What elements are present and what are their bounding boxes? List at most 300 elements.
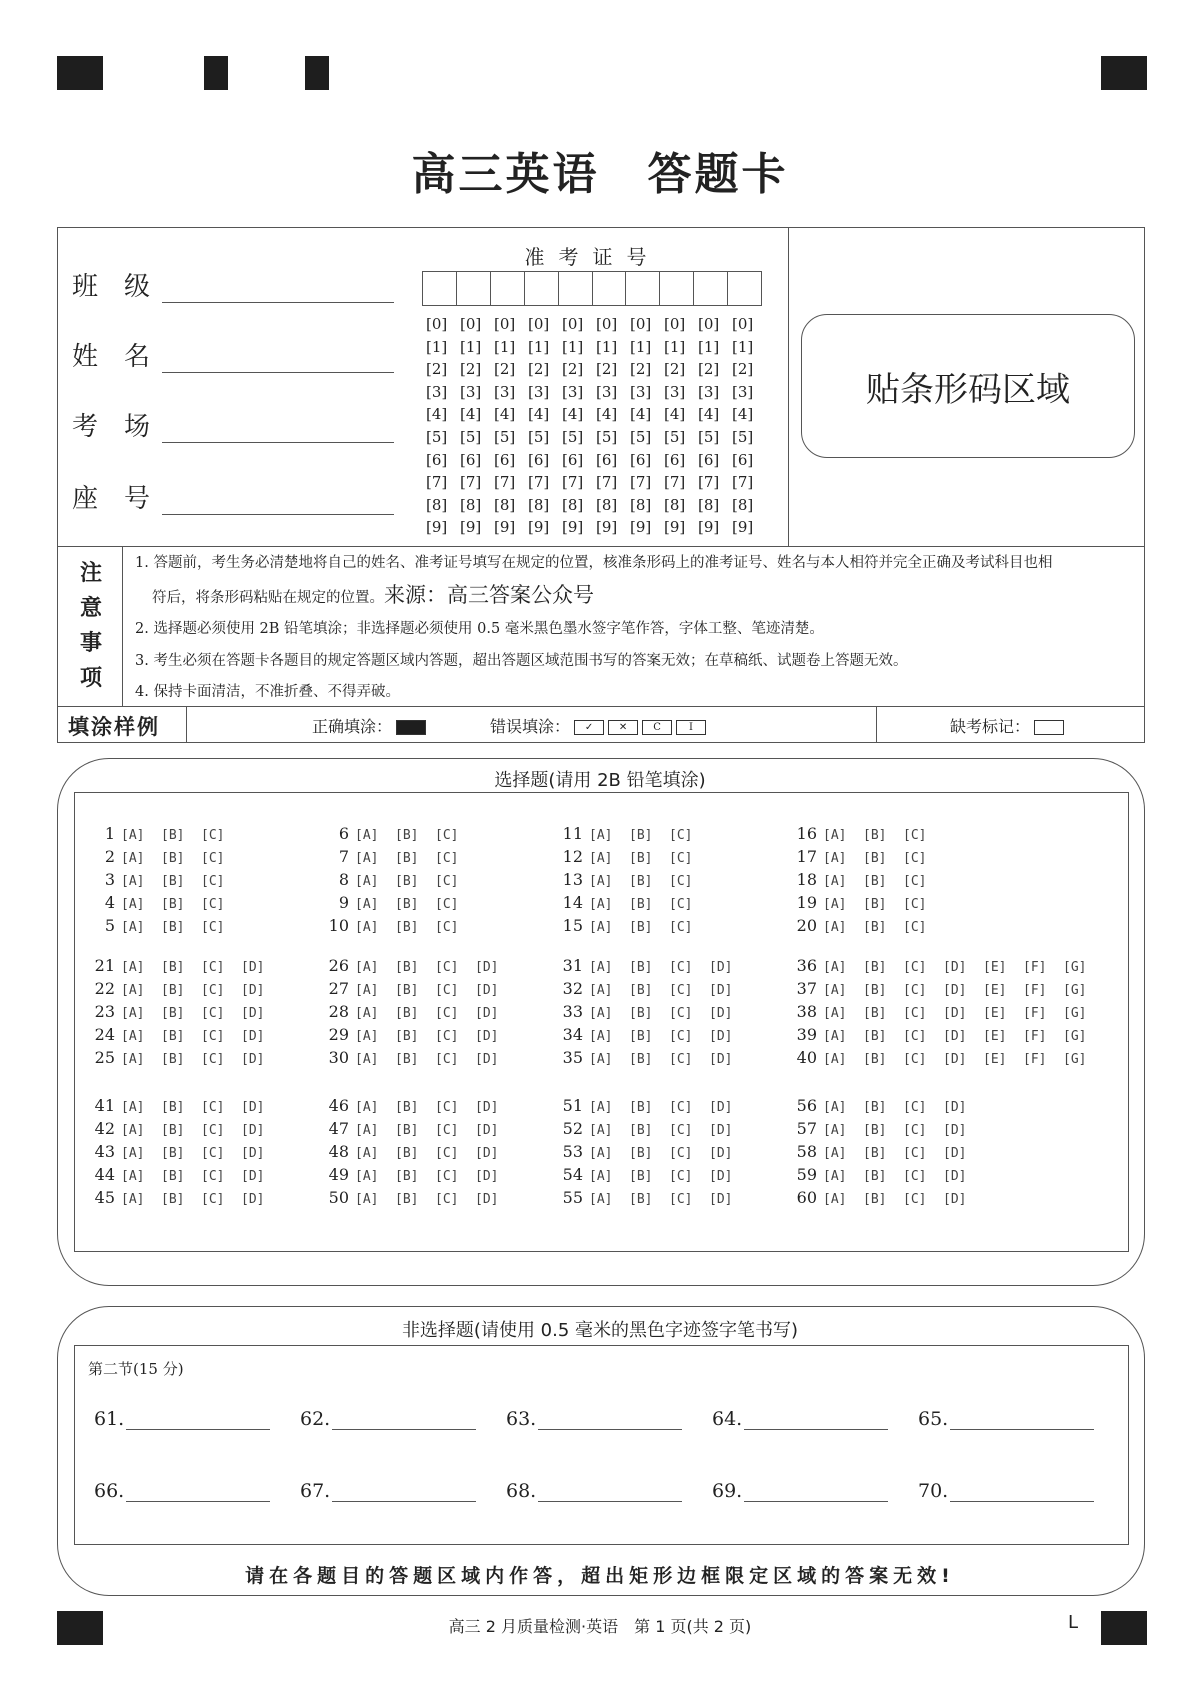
answer-bubble[interactable]: [B] xyxy=(863,1146,887,1161)
answer-bubble[interactable]: [C] xyxy=(903,1123,927,1138)
answer-bubble[interactable]: [D] xyxy=(241,960,265,975)
id-digit-bubble[interactable]: [0] xyxy=(732,315,754,333)
id-digit-bubble[interactable]: [0] xyxy=(630,315,652,333)
answer-bubble[interactable]: [C] xyxy=(201,920,225,935)
answer-bubble[interactable]: [D] xyxy=(943,1146,967,1161)
id-digit-bubble[interactable]: [2] xyxy=(426,360,448,379)
answer-bubble[interactable]: [A] xyxy=(589,828,613,843)
answer-bubble[interactable]: [A] xyxy=(589,1052,613,1067)
answer-bubble[interactable]: [D] xyxy=(709,1100,733,1115)
answer-bubble[interactable]: [D] xyxy=(943,1123,967,1138)
answer-bubble[interactable]: [F] xyxy=(1023,1006,1047,1021)
id-digit-bubble[interactable]: [0] xyxy=(698,315,720,333)
answer-bubble[interactable]: [D] xyxy=(709,960,733,975)
answer-bubble[interactable]: [B] xyxy=(863,851,887,866)
answer-bubble[interactable]: [A] xyxy=(823,983,847,998)
answer-bubble[interactable]: [C] xyxy=(669,874,693,889)
answer-bubble[interactable]: [D] xyxy=(709,1146,733,1161)
id-digit-bubble[interactable]: [5] xyxy=(562,427,584,446)
answer-bubble[interactable]: [D] xyxy=(709,1169,733,1184)
answer-bubble[interactable]: [C] xyxy=(903,828,927,843)
answer-bubble[interactable]: [C] xyxy=(903,1029,927,1044)
answer-bubble[interactable]: [B] xyxy=(161,1146,185,1161)
answer-bubble[interactable]: [A] xyxy=(355,874,379,889)
id-digit-bubble[interactable]: [1] xyxy=(596,337,618,356)
answer-bubble[interactable]: [D] xyxy=(943,960,967,975)
answer-bubble[interactable]: [A] xyxy=(589,983,613,998)
blank-line[interactable] xyxy=(126,1409,270,1430)
id-digit-bubble[interactable]: [4] xyxy=(732,405,754,424)
answer-bubble[interactable]: [B] xyxy=(395,851,419,866)
blank-line[interactable] xyxy=(950,1409,1094,1430)
answer-bubble[interactable]: [G] xyxy=(1063,960,1087,975)
answer-bubble[interactable]: [D] xyxy=(241,1169,265,1184)
answer-bubble[interactable]: [A] xyxy=(121,1006,145,1021)
answer-bubble[interactable]: [C] xyxy=(669,1123,693,1138)
answer-bubble[interactable]: [C] xyxy=(201,983,225,998)
answer-bubble[interactable]: [D] xyxy=(943,983,967,998)
id-digit-bubble[interactable]: [0] xyxy=(426,315,448,333)
id-digit-bubble[interactable]: [9] xyxy=(562,518,584,537)
absent-bubble[interactable] xyxy=(1034,720,1064,735)
answer-bubble[interactable]: [C] xyxy=(669,1100,693,1115)
answer-bubble[interactable]: [B] xyxy=(863,983,887,998)
answer-bubble[interactable]: [B] xyxy=(863,1100,887,1115)
seat-input-line[interactable] xyxy=(162,488,394,515)
answer-bubble[interactable]: [A] xyxy=(823,1006,847,1021)
answer-bubble[interactable]: [B] xyxy=(395,960,419,975)
answer-bubble[interactable]: [A] xyxy=(823,1192,847,1207)
answer-bubble[interactable]: [A] xyxy=(121,983,145,998)
answer-bubble[interactable]: [A] xyxy=(355,897,379,912)
answer-bubble[interactable]: [A] xyxy=(589,960,613,975)
id-digit-bubble[interactable]: [3] xyxy=(460,382,482,401)
answer-bubble[interactable]: [D] xyxy=(943,1192,967,1207)
answer-bubble[interactable]: [A] xyxy=(121,1169,145,1184)
answer-bubble[interactable]: [A] xyxy=(823,960,847,975)
answer-bubble[interactable]: [B] xyxy=(395,828,419,843)
class-input-line[interactable] xyxy=(162,276,394,303)
answer-bubble[interactable]: [C] xyxy=(903,1100,927,1115)
id-digit-bubble[interactable]: [2] xyxy=(562,360,584,379)
answer-bubble[interactable]: [C] xyxy=(669,920,693,935)
answer-bubble[interactable]: [D] xyxy=(241,1029,265,1044)
id-digit-bubble[interactable]: [1] xyxy=(664,337,686,356)
answer-bubble[interactable]: [B] xyxy=(395,1123,419,1138)
id-digit-bubble[interactable]: [4] xyxy=(630,405,652,424)
answer-bubble[interactable]: [C] xyxy=(201,1100,225,1115)
id-digit-bubble[interactable]: [0] xyxy=(562,315,584,333)
seat-field[interactable] xyxy=(72,478,394,515)
answer-bubble[interactable]: [B] xyxy=(629,874,653,889)
answer-bubble[interactable]: [D] xyxy=(241,1146,265,1161)
answer-bubble[interactable]: [A] xyxy=(823,1029,847,1044)
id-digit-bubble[interactable]: [7] xyxy=(596,473,618,492)
answer-bubble[interactable]: [B] xyxy=(629,1100,653,1115)
id-digit-bubble[interactable]: [0] xyxy=(460,315,482,333)
answer-bubble[interactable]: [C] xyxy=(669,1169,693,1184)
answer-bubble[interactable]: [E] xyxy=(983,1006,1007,1021)
id-digit-bubble[interactable]: [7] xyxy=(732,473,754,492)
id-digit-bubble[interactable]: [6] xyxy=(732,450,754,469)
answer-bubble[interactable]: [D] xyxy=(475,1052,499,1067)
id-digit-bubble[interactable]: [2] xyxy=(630,360,652,379)
id-digit-bubble[interactable]: [1] xyxy=(528,337,550,356)
answer-bubble[interactable]: [D] xyxy=(241,1100,265,1115)
answer-bubble[interactable]: [A] xyxy=(823,874,847,889)
written-answer-blank[interactable] xyxy=(506,1408,682,1430)
written-answer-blank[interactable] xyxy=(94,1408,270,1430)
id-digit-bubble[interactable]: [2] xyxy=(698,360,720,379)
answer-bubble[interactable]: [D] xyxy=(241,1006,265,1021)
name-input-line[interactable] xyxy=(162,346,394,373)
answer-bubble[interactable]: [A] xyxy=(589,1006,613,1021)
answer-bubble[interactable]: [E] xyxy=(983,1029,1007,1044)
answer-bubble[interactable]: [D] xyxy=(709,1192,733,1207)
answer-bubble[interactable]: [C] xyxy=(435,1123,459,1138)
answer-bubble[interactable]: [E] xyxy=(983,983,1007,998)
answer-bubble[interactable]: [A] xyxy=(355,851,379,866)
written-answer-blank[interactable] xyxy=(918,1408,1094,1430)
answer-bubble[interactable]: [B] xyxy=(629,983,653,998)
answer-bubble[interactable]: [C] xyxy=(669,828,693,843)
answer-bubble[interactable]: [B] xyxy=(161,1169,185,1184)
id-digit-bubble[interactable]: [2] xyxy=(664,360,686,379)
id-digit-bubble[interactable]: [6] xyxy=(494,450,516,469)
answer-bubble[interactable]: [B] xyxy=(161,1052,185,1067)
id-digit-bubble[interactable]: [1] xyxy=(426,337,448,356)
answer-bubble[interactable]: [D] xyxy=(475,1123,499,1138)
answer-bubble[interactable]: [C] xyxy=(201,1146,225,1161)
blank-line[interactable] xyxy=(744,1409,888,1430)
answer-bubble[interactable]: [C] xyxy=(435,828,459,843)
id-digit-bubble[interactable]: [5] xyxy=(596,427,618,446)
answer-bubble[interactable]: [F] xyxy=(1023,960,1047,975)
id-digit-bubble[interactable]: [8] xyxy=(494,495,516,514)
answer-bubble[interactable]: [B] xyxy=(629,828,653,843)
answer-bubble[interactable]: [B] xyxy=(161,960,185,975)
answer-bubble[interactable]: [A] xyxy=(121,1146,145,1161)
answer-bubble[interactable]: [C] xyxy=(435,1146,459,1161)
id-digit-bubble[interactable]: [2] xyxy=(460,360,482,379)
answer-bubble[interactable]: [C] xyxy=(201,874,225,889)
answer-bubble[interactable]: [A] xyxy=(121,851,145,866)
id-digit-bubble[interactable]: [9] xyxy=(426,518,448,537)
answer-bubble[interactable]: [B] xyxy=(161,983,185,998)
answer-bubble[interactable]: [C] xyxy=(201,1192,225,1207)
name-field[interactable] xyxy=(72,336,394,373)
answer-bubble[interactable]: [A] xyxy=(589,1100,613,1115)
answer-bubble[interactable]: [B] xyxy=(629,1123,653,1138)
id-digit-bubble[interactable]: [6] xyxy=(630,450,652,469)
id-digit-bubble[interactable]: [3] xyxy=(596,382,618,401)
answer-bubble[interactable]: [A] xyxy=(823,1169,847,1184)
answer-bubble[interactable]: [C] xyxy=(435,851,459,866)
answer-bubble[interactable]: [C] xyxy=(435,897,459,912)
answer-bubble[interactable]: [D] xyxy=(475,1192,499,1207)
id-digit-bubble[interactable]: [5] xyxy=(664,427,686,446)
answer-bubble[interactable]: [B] xyxy=(395,1192,419,1207)
id-box[interactable] xyxy=(559,272,593,305)
id-box[interactable] xyxy=(593,272,627,305)
answer-bubble[interactable]: [A] xyxy=(823,1100,847,1115)
answer-bubble[interactable]: [B] xyxy=(395,1029,419,1044)
answer-bubble[interactable]: [C] xyxy=(201,1169,225,1184)
answer-bubble[interactable]: [A] xyxy=(121,960,145,975)
id-digit-bubble[interactable]: [7] xyxy=(562,473,584,492)
answer-bubble[interactable]: [D] xyxy=(475,1006,499,1021)
answer-bubble[interactable]: [F] xyxy=(1023,1052,1047,1067)
id-digit-bubble[interactable]: [6] xyxy=(664,450,686,469)
answer-bubble[interactable]: [C] xyxy=(435,983,459,998)
answer-bubble[interactable]: [G] xyxy=(1063,983,1087,998)
id-digit-bubble[interactable]: [7] xyxy=(630,473,652,492)
id-digit-bubble[interactable]: [5] xyxy=(630,427,652,446)
answer-bubble[interactable]: [C] xyxy=(435,1192,459,1207)
answer-bubble[interactable]: [B] xyxy=(161,1029,185,1044)
room-field[interactable] xyxy=(72,406,394,443)
answer-bubble[interactable]: [C] xyxy=(435,1169,459,1184)
id-digit-bubble[interactable]: [7] xyxy=(460,473,482,492)
id-digit-bubble[interactable]: [5] xyxy=(426,427,448,446)
answer-bubble[interactable]: [C] xyxy=(201,960,225,975)
answer-bubble[interactable]: [B] xyxy=(863,1123,887,1138)
answer-bubble[interactable]: [C] xyxy=(903,983,927,998)
id-digit-bubble[interactable]: [4] xyxy=(426,405,448,424)
answer-bubble[interactable]: [A] xyxy=(121,1192,145,1207)
answer-bubble[interactable]: [C] xyxy=(435,960,459,975)
answer-bubble[interactable]: [A] xyxy=(355,1100,379,1115)
answer-bubble[interactable]: [D] xyxy=(709,1052,733,1067)
id-digit-bubble[interactable]: [1] xyxy=(698,337,720,356)
answer-bubble[interactable]: [G] xyxy=(1063,1029,1087,1044)
answer-bubble[interactable]: [C] xyxy=(435,1029,459,1044)
answer-bubble[interactable]: [A] xyxy=(355,1029,379,1044)
answer-bubble[interactable]: [A] xyxy=(355,983,379,998)
id-digit-bubble[interactable]: [4] xyxy=(494,405,516,424)
id-digit-bubble[interactable]: [9] xyxy=(528,518,550,537)
id-digit-bubble[interactable]: [8] xyxy=(562,495,584,514)
answer-bubble[interactable]: [B] xyxy=(161,1006,185,1021)
answer-bubble[interactable]: [A] xyxy=(121,920,145,935)
id-box[interactable] xyxy=(626,272,660,305)
id-digit-bubble[interactable]: [7] xyxy=(698,473,720,492)
id-digit-bubble[interactable]: [9] xyxy=(698,518,720,537)
answer-bubble[interactable]: [D] xyxy=(475,1169,499,1184)
answer-bubble[interactable]: [A] xyxy=(823,920,847,935)
answer-bubble[interactable]: [D] xyxy=(943,1052,967,1067)
answer-bubble[interactable]: [A] xyxy=(823,897,847,912)
id-digit-bubble[interactable]: [7] xyxy=(664,473,686,492)
answer-bubble[interactable]: [B] xyxy=(395,1100,419,1115)
answer-bubble[interactable]: [D] xyxy=(475,1029,499,1044)
answer-bubble[interactable]: [C] xyxy=(435,1100,459,1115)
answer-bubble[interactable]: [C] xyxy=(903,1146,927,1161)
answer-bubble[interactable]: [A] xyxy=(355,1192,379,1207)
answer-bubble[interactable]: [D] xyxy=(241,1052,265,1067)
answer-bubble[interactable]: [B] xyxy=(161,874,185,889)
answer-bubble[interactable]: [D] xyxy=(943,1029,967,1044)
answer-bubble[interactable]: [B] xyxy=(629,1006,653,1021)
answer-bubble[interactable]: [A] xyxy=(355,920,379,935)
answer-bubble[interactable]: [A] xyxy=(121,897,145,912)
answer-bubble[interactable]: [D] xyxy=(709,1123,733,1138)
answer-bubble[interactable]: [B] xyxy=(863,1006,887,1021)
id-digit-bubble[interactable]: [7] xyxy=(426,473,448,492)
answer-bubble[interactable]: [D] xyxy=(943,1006,967,1021)
answer-bubble[interactable]: [B] xyxy=(395,874,419,889)
id-digit-bubble[interactable]: [3] xyxy=(664,382,686,401)
answer-bubble[interactable]: [B] xyxy=(629,851,653,866)
blank-line[interactable] xyxy=(538,1481,682,1502)
blank-line[interactable] xyxy=(538,1409,682,1430)
id-digit-bubble[interactable]: [6] xyxy=(562,450,584,469)
answer-bubble[interactable]: [A] xyxy=(121,1052,145,1067)
id-digit-bubble[interactable]: [9] xyxy=(460,518,482,537)
answer-bubble[interactable]: [A] xyxy=(355,1146,379,1161)
id-digit-bubble[interactable]: [2] xyxy=(528,360,550,379)
answer-bubble[interactable]: [B] xyxy=(395,897,419,912)
answer-bubble[interactable]: [C] xyxy=(669,1052,693,1067)
answer-bubble[interactable]: [B] xyxy=(629,1169,653,1184)
written-answer-blank[interactable] xyxy=(712,1480,888,1502)
answer-bubble[interactable]: [D] xyxy=(241,983,265,998)
id-digit-bubble[interactable]: [9] xyxy=(664,518,686,537)
answer-bubble[interactable]: [C] xyxy=(903,1052,927,1067)
written-answer-blank[interactable] xyxy=(300,1408,476,1430)
id-digit-bubble[interactable]: [4] xyxy=(698,405,720,424)
answer-bubble[interactable]: [F] xyxy=(1023,983,1047,998)
answer-bubble[interactable]: [A] xyxy=(355,1006,379,1021)
answer-bubble[interactable]: [B] xyxy=(629,1146,653,1161)
answer-bubble[interactable]: [B] xyxy=(629,960,653,975)
written-answer-blank[interactable] xyxy=(918,1480,1094,1502)
answer-bubble[interactable]: [A] xyxy=(589,851,613,866)
answer-bubble[interactable]: [B] xyxy=(161,828,185,843)
answer-bubble[interactable]: [D] xyxy=(943,1169,967,1184)
answer-bubble[interactable]: [B] xyxy=(395,983,419,998)
answer-bubble[interactable]: [C] xyxy=(201,1123,225,1138)
id-box[interactable] xyxy=(491,272,525,305)
answer-bubble[interactable]: [C] xyxy=(201,1006,225,1021)
blank-line[interactable] xyxy=(744,1481,888,1502)
id-digit-bubble[interactable]: [5] xyxy=(528,427,550,446)
answer-bubble[interactable]: [B] xyxy=(395,920,419,935)
answer-bubble[interactable]: [G] xyxy=(1063,1052,1087,1067)
id-digit-bubble[interactable]: [3] xyxy=(698,382,720,401)
answer-bubble[interactable]: [B] xyxy=(161,1123,185,1138)
answer-bubble[interactable]: [A] xyxy=(589,874,613,889)
id-digit-bubble[interactable]: [7] xyxy=(528,473,550,492)
answer-bubble[interactable]: [A] xyxy=(589,1123,613,1138)
answer-bubble[interactable]: [A] xyxy=(589,1169,613,1184)
id-digit-bubble[interactable]: [0] xyxy=(528,315,550,333)
answer-bubble[interactable]: [B] xyxy=(395,1006,419,1021)
id-digit-bubble[interactable]: [1] xyxy=(630,337,652,356)
id-digit-bubble[interactable]: [8] xyxy=(426,495,448,514)
answer-bubble[interactable]: [A] xyxy=(355,1123,379,1138)
answer-bubble[interactable]: [A] xyxy=(823,1123,847,1138)
id-digit-bubble[interactable]: [3] xyxy=(528,382,550,401)
answer-bubble[interactable]: [B] xyxy=(863,920,887,935)
written-answer-blank[interactable] xyxy=(94,1480,270,1502)
id-digit-bubble[interactable]: [1] xyxy=(562,337,584,356)
answer-bubble[interactable]: [A] xyxy=(823,1052,847,1067)
id-digit-bubble[interactable]: [3] xyxy=(732,382,754,401)
answer-bubble[interactable]: [C] xyxy=(669,1006,693,1021)
exam-id-boxes[interactable] xyxy=(422,271,762,306)
answer-bubble[interactable]: [B] xyxy=(395,1052,419,1067)
written-answer-blank[interactable] xyxy=(300,1480,476,1502)
id-digit-bubble[interactable]: [8] xyxy=(630,495,652,514)
id-digit-bubble[interactable]: [1] xyxy=(732,337,754,356)
answer-bubble[interactable]: [A] xyxy=(355,1052,379,1067)
answer-bubble[interactable]: [A] xyxy=(589,1029,613,1044)
answer-bubble[interactable]: [D] xyxy=(241,1192,265,1207)
answer-bubble[interactable]: [C] xyxy=(201,851,225,866)
written-answer-blank[interactable] xyxy=(506,1480,682,1502)
answer-bubble[interactable]: [C] xyxy=(669,960,693,975)
answer-bubble[interactable]: [C] xyxy=(435,920,459,935)
answer-bubble[interactable]: [A] xyxy=(121,1029,145,1044)
answer-bubble[interactable]: [C] xyxy=(903,1192,927,1207)
answer-bubble[interactable]: [B] xyxy=(629,1052,653,1067)
answer-bubble[interactable]: [C] xyxy=(903,1006,927,1021)
answer-bubble[interactable]: [C] xyxy=(435,1052,459,1067)
answer-bubble[interactable]: [A] xyxy=(589,897,613,912)
answer-bubble[interactable]: [A] xyxy=(589,1192,613,1207)
answer-bubble[interactable]: [C] xyxy=(201,897,225,912)
id-digit-bubble[interactable]: [8] xyxy=(596,495,618,514)
id-box[interactable] xyxy=(728,272,761,305)
answer-bubble[interactable]: [A] xyxy=(355,1169,379,1184)
answer-bubble[interactable]: [A] xyxy=(121,1123,145,1138)
id-digit-bubble[interactable]: [5] xyxy=(494,427,516,446)
id-digit-bubble[interactable]: [0] xyxy=(596,315,618,333)
answer-bubble[interactable]: [C] xyxy=(669,1029,693,1044)
id-digit-bubble[interactable]: [0] xyxy=(494,315,516,333)
id-digit-bubble[interactable]: [6] xyxy=(596,450,618,469)
answer-bubble[interactable]: [B] xyxy=(863,1029,887,1044)
id-digit-bubble[interactable]: [3] xyxy=(630,382,652,401)
answer-bubble[interactable]: [B] xyxy=(161,920,185,935)
blank-line[interactable] xyxy=(126,1481,270,1502)
answer-bubble[interactable]: [B] xyxy=(863,1192,887,1207)
answer-bubble[interactable]: [B] xyxy=(863,1052,887,1067)
answer-bubble[interactable]: [C] xyxy=(201,828,225,843)
id-digit-bubble[interactable]: [3] xyxy=(494,382,516,401)
id-digit-bubble[interactable]: [2] xyxy=(596,360,618,379)
answer-bubble[interactable]: [A] xyxy=(823,1146,847,1161)
answer-bubble[interactable]: [B] xyxy=(863,960,887,975)
answer-bubble[interactable]: [B] xyxy=(863,874,887,889)
answer-bubble[interactable]: [C] xyxy=(903,1169,927,1184)
answer-bubble[interactable]: [C] xyxy=(903,851,927,866)
id-digit-bubble[interactable]: [8] xyxy=(698,495,720,514)
id-digit-bubble[interactable]: [5] xyxy=(698,427,720,446)
answer-bubble[interactable]: [D] xyxy=(709,983,733,998)
answer-bubble[interactable]: [C] xyxy=(669,1192,693,1207)
id-digit-bubble[interactable]: [6] xyxy=(426,450,448,469)
answer-bubble[interactable]: [E] xyxy=(983,960,1007,975)
answer-bubble[interactable]: [A] xyxy=(823,851,847,866)
answer-bubble[interactable]: [C] xyxy=(669,897,693,912)
answer-bubble[interactable]: [B] xyxy=(629,1192,653,1207)
id-box[interactable] xyxy=(660,272,694,305)
id-box[interactable] xyxy=(457,272,491,305)
class-field[interactable] xyxy=(72,266,394,303)
answer-bubble[interactable]: [A] xyxy=(823,828,847,843)
